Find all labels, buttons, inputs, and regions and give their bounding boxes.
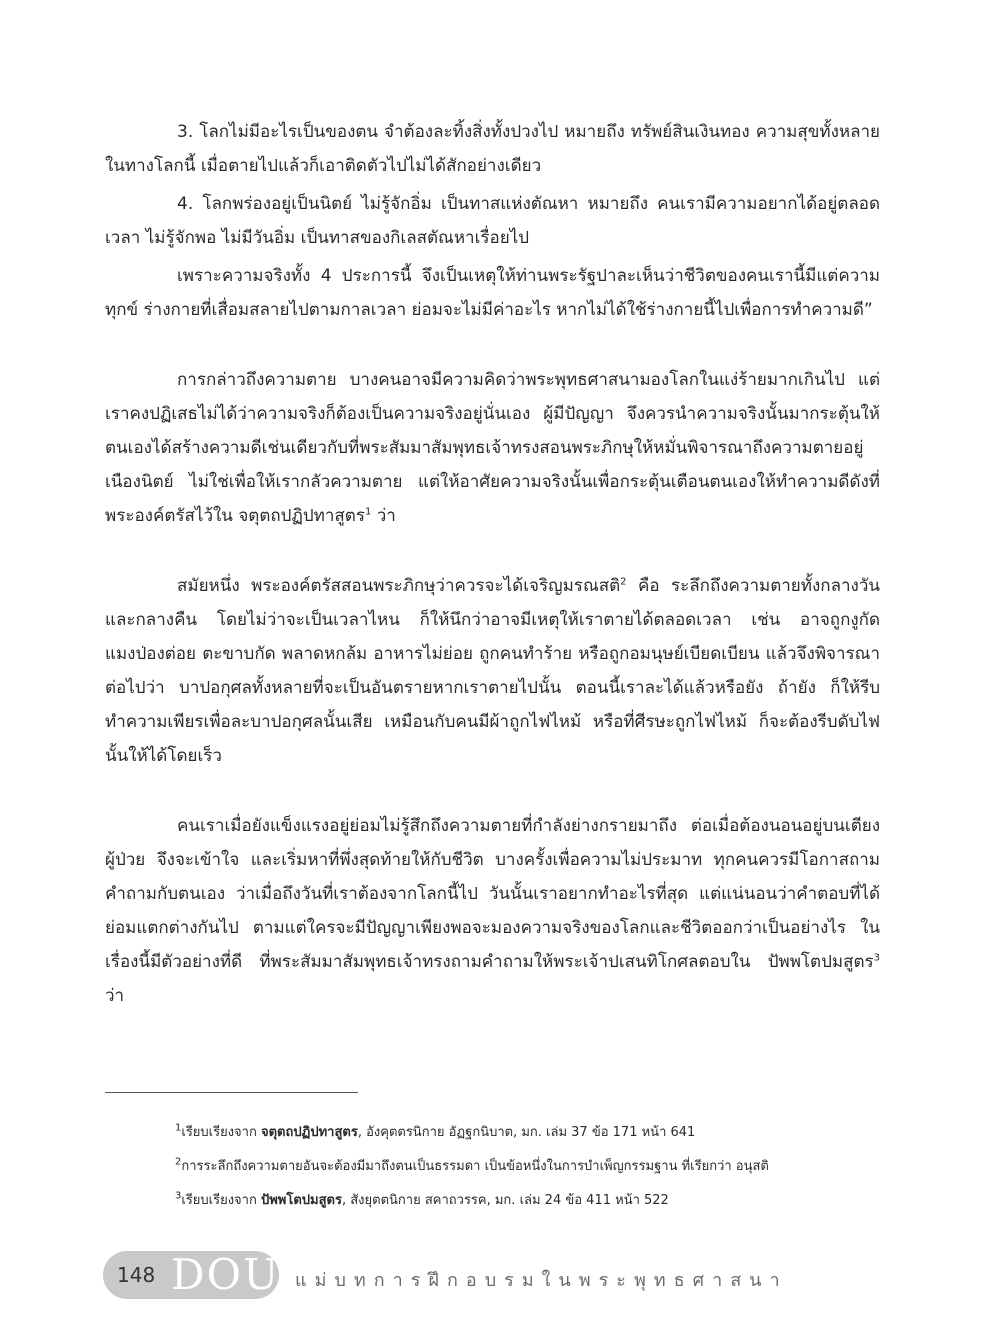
footnote-divider [105, 1092, 358, 1093]
page-badge [103, 1251, 279, 1299]
footnote-1: $^1$เรียบเรียงจาก จตุตถปฏิปทาสูตร, อังคุตตรนิกาย อัฏฐกนิบาต, มก. เล่ม 37 ข้อ 171 หน้า 641 [175, 1122, 696, 1140]
paragraph-mindfulness-of-death: สมัยหนึ่ง พระองค์ตรัสสอนพระภิกษุว่าควรจะได้เจริญมรณสติ$^2$ คือ ระลึกถึงความตายทั้งกลางวันและกลางคืน โดยไม่ว่าจะเป็นเวลาไหน ก็ให้นึกว่าอาจมีเหตุให้เราตายได้ตลอดเวลา เช่น อาจถูกงูกัด แมงป่องต่อย ตะขาบกัด พลาดหกล้ม อาหารไม่ย่อย ถูกคนทำร้าย หรือถูกอมนุษย์เบียดเบียน แล้วจึงพิจารณาต่อไปว่า บาปอกุศลทั้งหลายที่จะเป็นอันตรายหากเราตายไปนั้น ตอนนี้เราละได้แล้วหรือยัง ถ้ายัง ก็ให้รีบทำความเพียรเพื่อละบาปอกุศลนั้นเสีย เหมือนกับคนมีผ้าถูกไฟไหม้ หรือที่ศีรษะถูกไฟไหม้ ก็จะต้องรีบดับไฟนั้นให้ได้โดยเร็ว [105, 576, 881, 766]
footnote-3: $^3$เรียบเรียงจาก ปัพพโตปมสูตร, สังยุตตนิกาย สคาถวรรค, มก. เล่ม 24 ข้อ 411 หน้า 522 [175, 1190, 669, 1208]
footnotes [175, 1116, 895, 1218]
paragraph-speaking-of-death: การกล่าวถึงความตาย บางคนอาจมีความคิดว่าพระพุทธศาสนามองโลกในแง่ร้ายมากเกินไป แต่เราคงปฏิเสธไม่ได้ว่าความจริงก็ต้องเป็นความจริงอยู่นั่นเอง ผู้มีปัญญา จึงควรนำความจริงนั้นมากระตุ้นให้ตนเองได้สร้างความดีเช่นเดียวกับที่พระสัมมาสัมพุทธเจ้าทรงสอนพระภิกษุให้หมั่นพิจารณาถึงความตายอยู่เนืองนิตย์ ไม่ใช่เพื่อให้เรากลัวความตาย แต่ให้อาศัยความจริงนั้นเพื่อกระตุ้นเตือนตนเองให้ทำความดีดังที่พระองค์ตรัสไว้ใน จตุตถปฏิปทาสูตร$^1$ ว่า [105, 370, 880, 526]
dou-logo: DOU [171, 1250, 281, 1299]
paragraph-world-has-nothing-of-own: 3. โลกไม่มีอะไรเป็นของตน จำต้องละทิ้งสิ่งทั้งปวงไป หมายถึง ทรัพย์สินเงินทอง ความสุขทั้งหลายในทางโลกนี้ เมื่อตายไปแล้วก็เอาติดตัวไปไม่ได้สักอย่างเดียว [105, 122, 880, 176]
footnote-ref-1: 1 [364, 506, 372, 518]
footnote-ref-2: 2 [620, 576, 627, 588]
paragraph-four-truths-conclusion: เพราะความจริงทั้ง 4 ประการนี้ จึงเป็นเหตุให้ท่านพระรัฐปาละเห็นว่าชีวิตของคนเรานี้มีแต่ความทุกข์ ร่างกายที่เสื่อมสลายไปตามกาลเวลา ย่อมจะไม่มีค่าอะไร หากไม่ได้ใช้ร่างกายนี้ไปเพื่อการทำความดี” [105, 266, 880, 320]
footnote-2: $^2$การระลึกถึงความตายอันจะต้องมีมาถึงตนเป็นธรรมดา เป็นข้อหนึ่งในการบำเพ็ญกรรมฐาน ที่เรียกว่า อนุสติ [175, 1156, 769, 1174]
page-number: 148 [117, 1263, 156, 1287]
paragraph-world-never-satisfied: 4. โลกพร่องอยู่เป็นนิตย์ ไม่รู้จักอิ่ม เป็นทาสแห่งตัณหา หมายถึง คนเรามีความอยากได้อยู่ตลอดเวลา ไม่รู้จักพอ ไม่มีวันอิ่ม เป็นทาสของกิเลสตัณหาเรื่อยไป [105, 194, 880, 248]
page-footer [103, 1251, 893, 1301]
body-text [105, 115, 880, 1013]
footnote-ref-3: 3 [873, 952, 880, 964]
paragraph-when-still-strong: คนเราเมื่อยังแข็งแรงอยู่ย่อมไม่รู้สึกถึงความตายที่กำลังย่างกรายมาถึง ต่อเมื่อต้องนอนอยู่บนเตียงผู้ป่วย จึงจะเข้าใจ และเริ่มหาที่พึ่งสุดท้ายให้กับชีวิต บางครั้งเพื่อความไม่ประมาท ทุกคนควรมีโอกาสถามคำถามกับตนเอง ว่าเมื่อถึงวันที่เราต้องจากโลกนี้ไป วันนั้นเราอยากทำอะไรที่สุด แต่แน่นอนว่าคำตอบที่ได้ย่อมแตกต่างกันไป ตามแต่ใครจะมีปัญญาเพียงพอจะมองความจริงของโลกและชีวิตออกว่าเป็นอย่างไร ในเรื่องนี้มีตัวอย่างที่ดี ที่พระสัมมาสัมพุทธเจ้าทรงถามคำถามให้พระเจ้าปเสนทิโกศลตอบใน ปัพพโตปมสูตร$^3$ ว่า [105, 816, 880, 1006]
book-title: แม่บทการฝึกอบรมในพระพุทธศาสนา [295, 1270, 788, 1291]
